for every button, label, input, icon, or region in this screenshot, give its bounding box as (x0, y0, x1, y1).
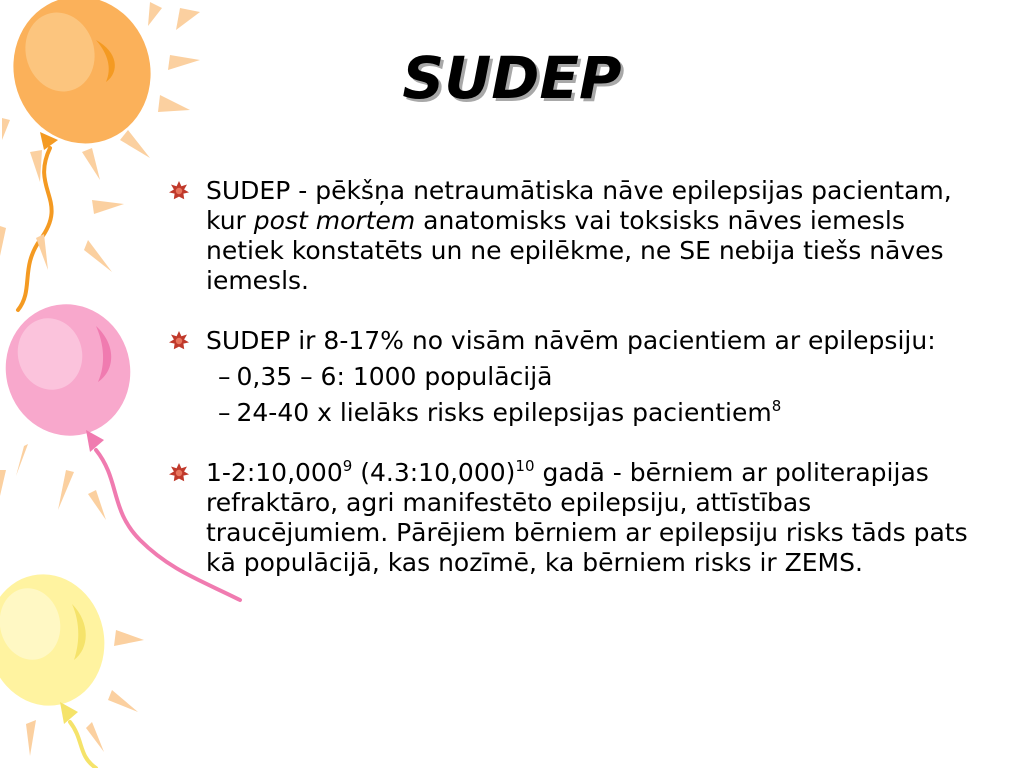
reference-superscript: 10 (515, 457, 535, 475)
bullet-text: gadā - bērniem ar politerapijas refraktāro, agri manifestēto epilepsiju, attīstības traucējumiem. Pārējiem bērniem ar epilepsiju risks tāds pats kā populācijā, kas nozīmē, ka bērniem risks ir ZEMS. (206, 458, 968, 577)
slide-title: SUDEP (402, 44, 622, 112)
sub-bullet-dash: – (218, 398, 231, 427)
sub-bullet-text: 24-40 x lielāks risks epilepsijas pacientiem (236, 398, 772, 427)
bullet-item-statistics (168, 326, 978, 428)
sub-bullet-item (206, 398, 978, 428)
starburst-bullet-icon (168, 462, 190, 484)
starburst-bullet-icon (168, 330, 190, 352)
sub-bullet-item (206, 362, 978, 392)
yellow-balloon-icon (0, 563, 116, 768)
bullet-text: SUDEP ir 8-17% no visām nāvēm pacientiem ar epilepsiju: (206, 326, 936, 355)
bullet-list (168, 176, 978, 578)
pink-rays-icon (0, 200, 124, 272)
bullet-text: (4.3:10,000) (352, 458, 516, 487)
pink-lower-rays-icon (0, 444, 106, 520)
bullet-text-italic: post mortem (253, 206, 416, 235)
bullet-item-definition (168, 176, 978, 296)
bullet-text: 1-2:10,000 (206, 458, 343, 487)
starburst-bullet-icon (168, 180, 190, 202)
sub-bullet-text: 0,35 – 6: 1000 populācijā (236, 362, 553, 391)
reference-superscript: 9 (342, 457, 353, 475)
bullet-text: SUDEP - pēkšņa netraumātiska nāve epilepsijas pacientam, kur (206, 176, 952, 235)
bullet-item-children-risk (168, 458, 978, 578)
bullet-text: anatomisks vai toksisks nāves iemesls netiek konstatēts un ne epilēkme, ne SE nebija tiešs nāves iemesls. (206, 206, 944, 295)
reference-superscript: 8 (771, 397, 782, 415)
sub-bullet-dash: – (218, 362, 231, 391)
